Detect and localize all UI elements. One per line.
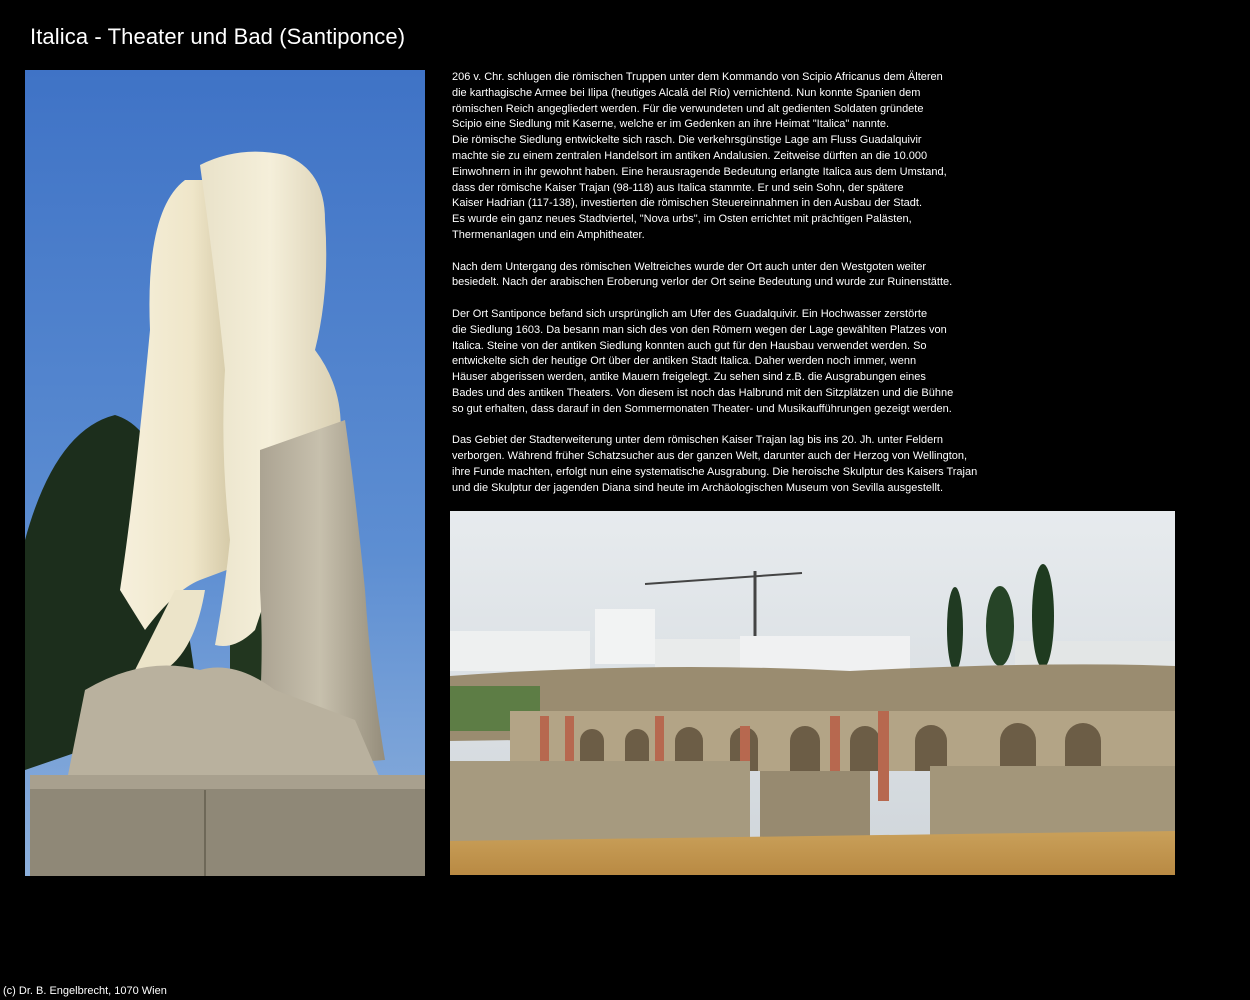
text-line: besiedelt. Nach der arabischen Eroberung verlor der Ort seine Bedeutung und wurde zur Ruinenstätte. [452,276,953,289]
copyright-footer: (c) Dr. B. Engelbrecht, 1070 Wien [3,985,167,997]
text-line: entwickelte sich der heutige Ort über der antiken Stadt Italica. Daher werden noch immer, wenn [452,355,917,368]
text-line: dass der römische Kaiser Trajan (98-118) aus Italica stammte. Er und sein Sohn, der spätere [452,181,904,194]
text-line: Kaiser Hadrian (117-138), investierten die römischen Steuereinnahmen in den Ausbau der Stadt. [452,197,923,210]
article-text [452,70,1112,512]
text-line: Bades und des antiken Theaters. Von diesem ist noch das Halbrund mit den Sitzplätzen und die Bühne [452,386,954,399]
ruins-photo [450,511,1175,875]
text-line: Es wurde ein ganz neues Stadtviertel, "Nova urbs", im Osten errichtet mit prächtigen Palästen, [452,213,912,226]
text-line: Nach dem Untergang des römischen Weltreiches wurde der Ort auch unter den Westgoten weiter [452,260,927,273]
text-line: 206 v. Chr. schlugen die römischen Truppen unter dem Kommando von Scipio Africanus dem Älteren [452,71,943,83]
text-line: Thermenanlagen und ein Amphitheater. [452,228,645,241]
text-line: machte sie zu einem zentralen Handelsort im antiken Andalusien. Zeitweise dürften an die 10.000 [452,149,928,162]
text-line: römischen Reich angegliedert werden. Für die verwundeten und alt gedienten Soldaten gründete [452,102,924,115]
text-line: verborgen. Während früher Schatzsucher aus der ganzen Welt, darunter auch der Herzog von Wellington, [452,450,968,463]
text-line: Scipio eine Siedlung mit Kaserne, welche er im Gedenken an ihre Heimat "Italica" nannte. [452,118,890,131]
text-line: Häuser abgerissen werden, antike Mauern freigelegt. Zu sehen sind z.B. die Ausgrabungen eines [452,371,926,384]
text-line: Der Ort Santiponce befand sich ursprünglich am Ufer des Guadalquivir. Ein Hochwasser zerstörte [452,307,928,320]
text-line: die karthagische Armee bei Ilipa (heutiges Alcalá del Río) vernichtend. Nun konnte Spanien dem [452,86,921,99]
text-line: die Siedlung 1603. Da besann man sich des von den Römern wegen der Lage gewählten Platzes von [452,323,947,336]
text-line: ihre Funde machten, erfolgt nun eine systematische Ausgrabung. Die heroische Skulptur des Kaisers Trajan [452,465,978,478]
paragraph-history [452,70,1112,244]
paragraph-decline [452,260,1112,292]
text-line: und die Skulptur der jagenden Diana sind heute im Archäologischen Museum von Sevilla ausgestellt. [452,481,944,494]
statue-photo [25,70,425,876]
text-line: Einwohnern in ihr gewohnt haben. Eine herausragende Bedeutung erlangte Italica aus dem Umstand, [452,165,947,178]
text-line: so gut erhalten, dass darauf in den Sommermonaten Theater- und Musikaufführungen gezeigt werden. [452,402,952,415]
page-title: Italica - Theater und Bad (Santiponce) [30,24,406,49]
text-line: Das Gebiet der Stadterweiterung unter dem römischen Kaiser Trajan lag bis ins 20. Jh. unter Feldern [452,434,943,447]
paragraph-santiponce [452,307,1112,418]
text-line: Italica. Steine von der antiken Siedlung konnten auch gut für den Hausbau verwendet werden. So [452,339,927,352]
paragraph-excavation [452,433,1112,496]
text-line: Die römische Siedlung entwickelte sich rasch. Die verkehrsgünstige Lage am Fluss Guadalquivir [452,134,922,147]
